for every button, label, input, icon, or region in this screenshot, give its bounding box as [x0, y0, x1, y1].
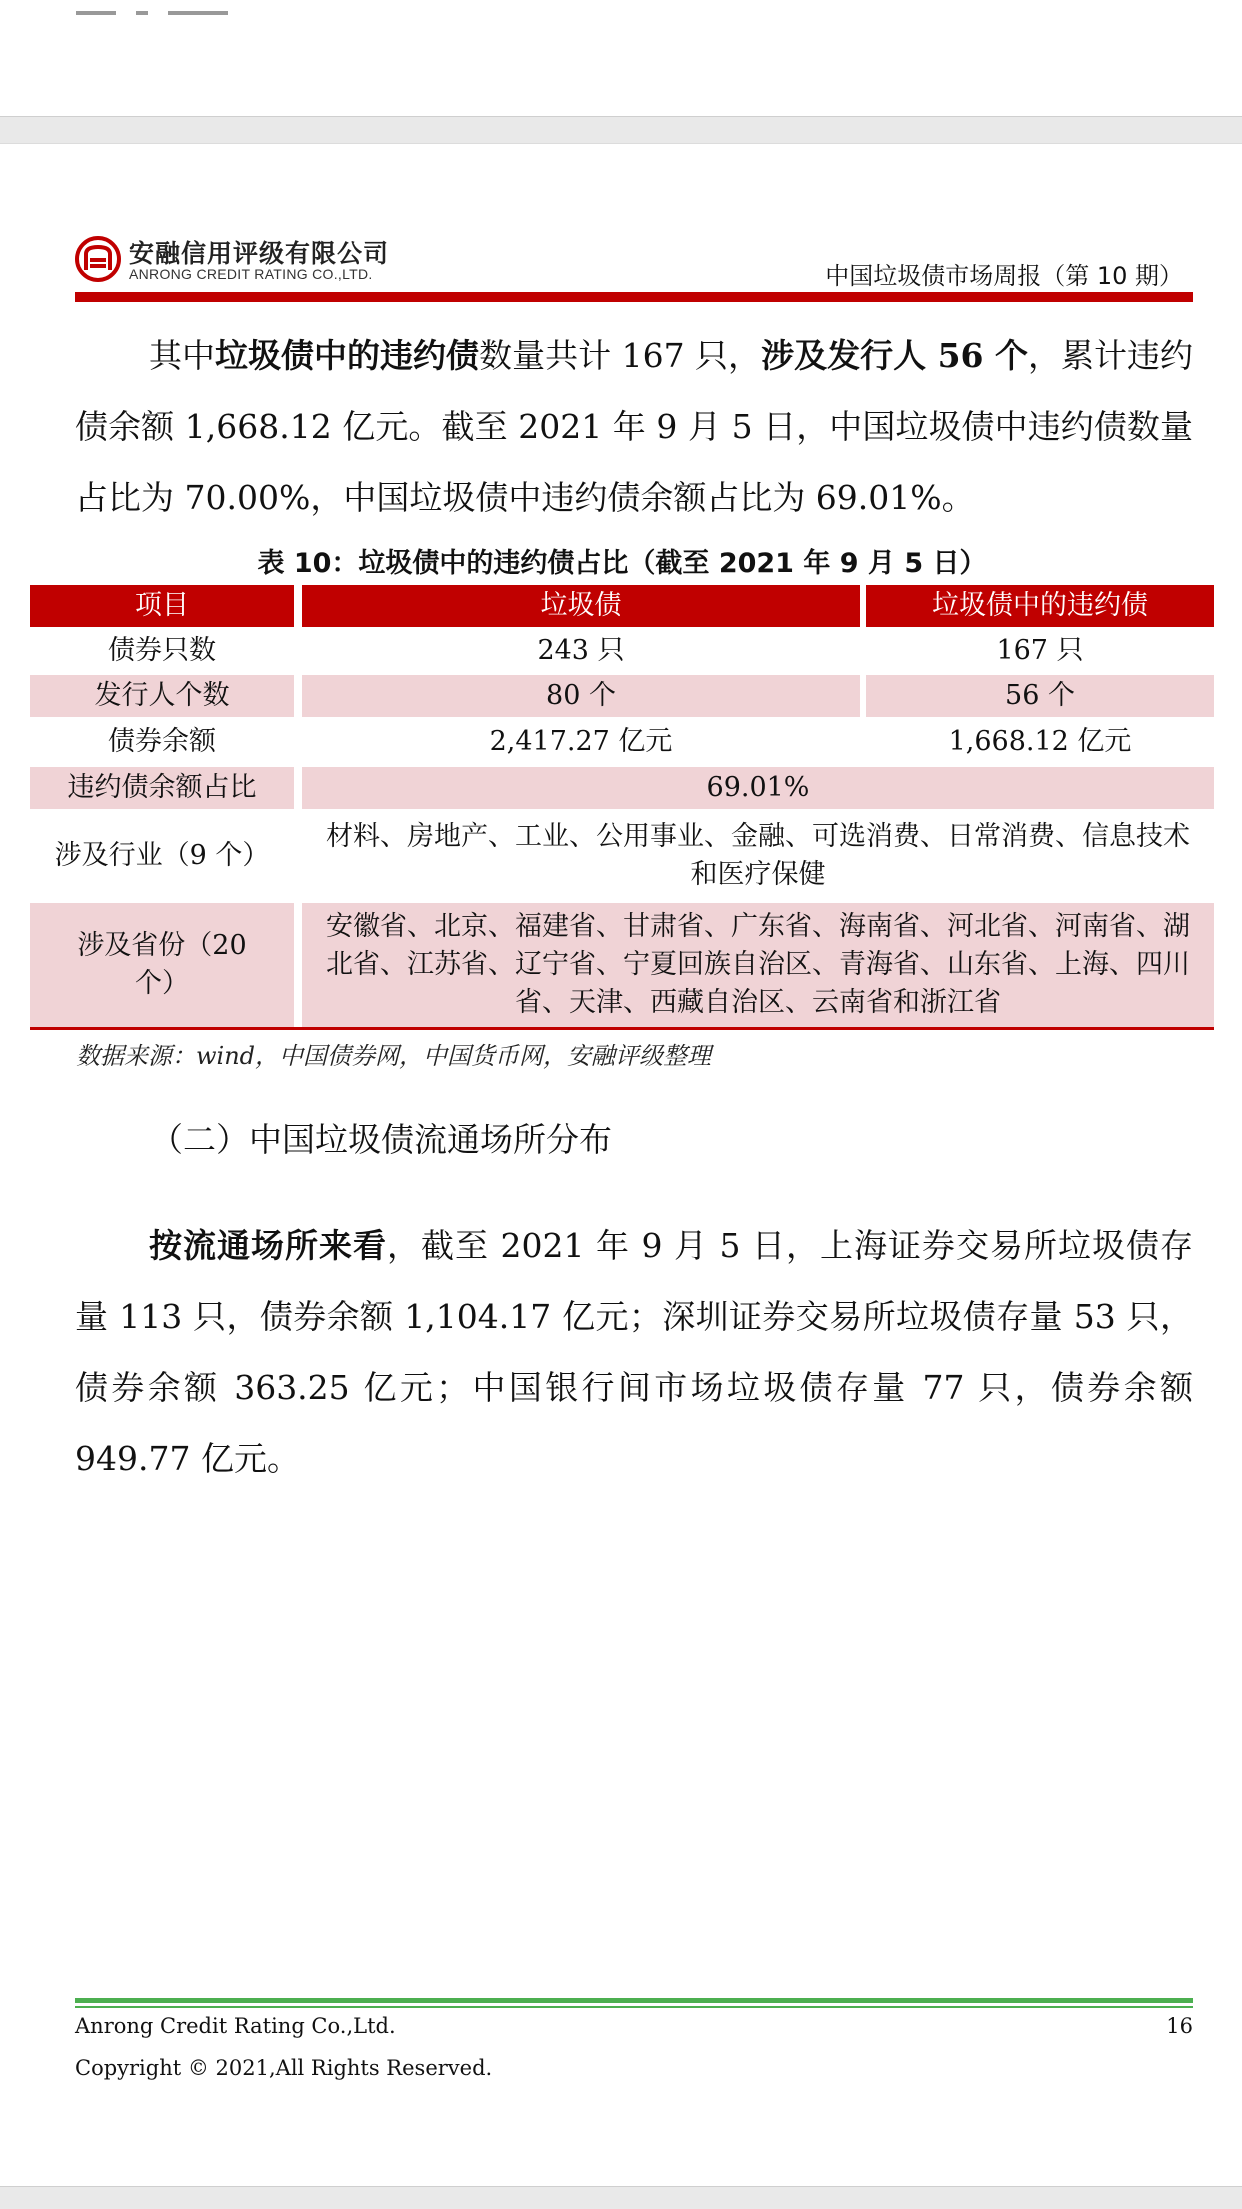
footer-rule	[75, 1998, 1193, 2003]
row-label: 涉及行业（9 个）	[54, 840, 270, 871]
table-row	[30, 903, 1214, 1027]
row-label: 发行人个数	[30, 675, 294, 717]
section-subheading: （二）中国垃圾债流通场所分布	[150, 1120, 612, 1159]
page-separator	[0, 116, 1242, 144]
table-row	[30, 813, 1214, 899]
row-label: 涉及省份（20 个）	[30, 903, 294, 1027]
data-source-note: 数据来源：wind，中国债券网，中国货币网，安融评级整理	[76, 1042, 712, 1070]
default-value: 167 只	[996, 635, 1084, 666]
row-label: 债券只数	[108, 635, 216, 666]
default-value: 56 个	[866, 675, 1214, 717]
junk-value: 80 个	[302, 675, 860, 717]
previous-page-text-fragment	[76, 0, 376, 8]
province-value: 安徽省、北京、福建省、甘肃省、广东省、海南省、河北省、河南省、湖北省、江苏省、辽宁省、宁夏回族自治区、青海省、山东省、上海、四川省、天津、西藏自治区、云南省和浙江省	[302, 903, 1214, 1027]
footer-copyright: Copyright © 2021,All Rights Reserved.	[75, 2056, 493, 2080]
company-name-cn: 安融信用评级有限公司	[129, 239, 390, 268]
table-header-cell: 垃圾债	[302, 585, 860, 627]
anrong-logo-icon	[75, 236, 121, 282]
table-row	[30, 721, 1214, 763]
ratio-value: 69.01%	[302, 767, 1214, 809]
footer-rule-thin	[75, 2006, 1193, 2008]
paragraph-default-bonds: 其中垃圾债中的违约债数量共计 167 只，涉及发行人 56 个，累计违约债余额 1,668.12 亿元。截至 2021 年 9 月 5 日，中国垃圾债中违约债数量占比为 70.00%，中国垃圾债中违约债余额占比为 69.01%。	[75, 336, 1194, 517]
junk-value: 243 只	[537, 635, 625, 666]
footer-company: Anrong Credit Rating Co.,Ltd.	[75, 2014, 396, 2038]
table-row	[30, 767, 1214, 809]
page-number: 16	[1166, 2014, 1193, 2038]
row-label: 违约债余额占比	[30, 767, 294, 809]
company-name-en: ANRONG CREDIT RATING CO.,LTD.	[129, 266, 373, 282]
table-header-cell: 垃圾债中的违约债	[866, 585, 1214, 627]
header-rule	[75, 292, 1193, 302]
table-caption: 表 10：垃圾债中的违约债占比（截至 2021 年 9 月 5 日）	[257, 548, 987, 579]
default-value: 1,668.12 亿元	[948, 726, 1132, 757]
row-label: 债券余额	[108, 726, 216, 757]
page-separator	[0, 2186, 1242, 2209]
table-row	[30, 675, 1214, 717]
industry-value: 材料、房地产、工业、公用事业、金融、可选消费、日常消费、信息技术和医疗保健	[326, 821, 1190, 890]
table-row	[30, 631, 1214, 671]
junk-value: 2,417.27 亿元	[489, 726, 673, 757]
report-title: 中国垃圾债市场周报（第 10 期）	[825, 262, 1183, 290]
table-header-cell: 项目	[30, 585, 294, 627]
table-bottom-rule	[30, 1027, 1214, 1030]
paragraph-trading-venues: 按流通场所来看，截至 2021 年 9 月 5 日，上海证券交易所垃圾债存量 113 只，债券余额 1,104.17 亿元；深圳证券交易所垃圾债存量 53 只，债券余额 363.25 亿元；中国银行间市场垃圾债存量 77 只，债券余额 949.77 亿元。	[75, 1226, 1194, 1478]
table-header-row	[30, 585, 1214, 627]
